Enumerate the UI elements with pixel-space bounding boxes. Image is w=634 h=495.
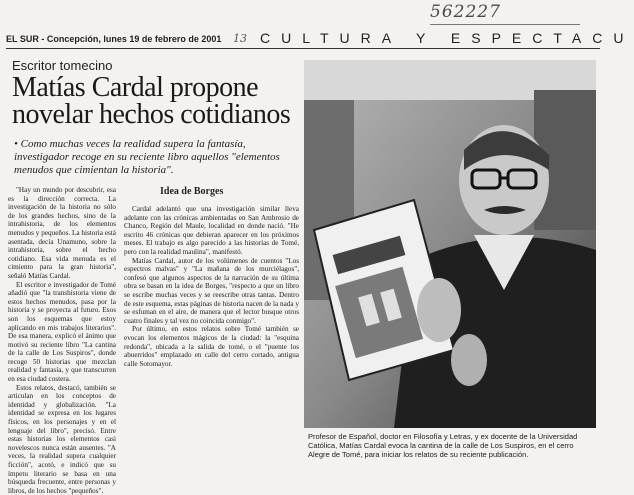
article-deck: • Como muchas veces la realidad supera la fantasía, investigador recoge en su reciente libro aquellos "elementos menudos que cimientan la historia". [14,138,280,176]
masthead-divider [6,48,600,49]
paragraph: Estos relatos, destacó, también se articulan en los conceptos de identidad y globalización. "La identidad se expresa en los lugares físicos, en los personajes y en el lenguaje del libro", precisó. Entre estas historias los elementos casi novelescos nunca están ausentes. "A veces, la realidad supera cualquier ficción", acotó, e indicó que su ímpetu literario se basa en una búsqueda frecuente, entre personas y libros, de los hechos "pequeños". [8,383,116,495]
newspaper-masthead: EL SUR - Concepción, lunes 19 de febrero de 2001 [6,34,222,44]
page-number: 13 [233,32,247,45]
article-subhead: Idea de Borges [160,186,224,197]
article-headline: Matías Cardal propone novelar hechos cotidianos [12,72,291,130]
paragraph: Matías Cardal, autor de los volúmenes de cuentos "Los espectros malvas" y "La mañana de los murciélagos", confesó que algunos aspectos de la narración de su última obra se basan en la idea de Borges, "respecto a que un libro se escribe muchas veces y se reescribe otras tantas. Dentro de este esquema, estas páginas de historia nacen de la nada y se esfuman en el aire, de manera que el lector busque otros cuatro finales y tal vez no coincida conmigo". [124,256,299,325]
section-title: CULTURA Y ESPECTACU [260,30,634,46]
paragraph: Cardal adelantó que una investigación similar lleva adelante con las crónicas ambientadas en San Ambrosio de Chanco, Región del Maule, localidad en donde nació. "He escrito 46 crónicas que debieran aparecer en los próximos meses. El trabajo es algo parecido a las historias de Tomé, pero con la realidad maulina", manifestó. [124,205,299,256]
article-kicker: Escritor tomecino [12,58,113,73]
paragraph: El escritor e investigador de Tomé añadió que "la transhistoria viene de estos hechos menudos, pasa por la historia y se proyecta al futuro. Esos son los esquemas que estoy aplicando en mis trabajos literarios". De esa manera, explicó el ánimo que motivó su reciente libro "La cantina de la calle de Los Suspiros", donde recoge 50 historias que mezclan realidad y fantasía, y que transcurren en esa ciudad costera. [8,280,116,384]
reference-underline [430,24,580,25]
author-photo [304,60,596,428]
article-column-2 [124,205,299,485]
paragraph: Por último, en estos relatos sobre Tomé también se evocan los elementos mágicos de la ciudad: la "esquina redonda", ubicada a la salida de tomé, o el "puente los abuerridos" emplazado en calle del cerro cortado, antigua calle Sotomayor. [124,325,299,368]
paragraph: "Hay un mundo por descubrir, esa es la dirección correcta. La investigación de la historia no sólo de los grandes hechos, sino de la intrahistoria, de los elementos menudos y pequeños. La historia está asentada, decía Unamuno, sobre la intrahistoria, sobre el hecho cotidiano. Esa vida menuda es el cimiento para la gran historia", señaló Matías Cardal. [8,186,116,280]
archive-reference-number: 562227 [430,2,501,22]
photo-caption: Profesor de Español, doctor en Filosofía y Letras, y ex docente de la Universidad Católica, Matías Cardal evoca la cantina de la calle de Los Suspiros, en el cerro Alegre de Tomé, para iniciar los relatos de su reciente publicación. [308,432,578,459]
article-column-1 [8,186,116,495]
photo-illustration [304,60,596,428]
